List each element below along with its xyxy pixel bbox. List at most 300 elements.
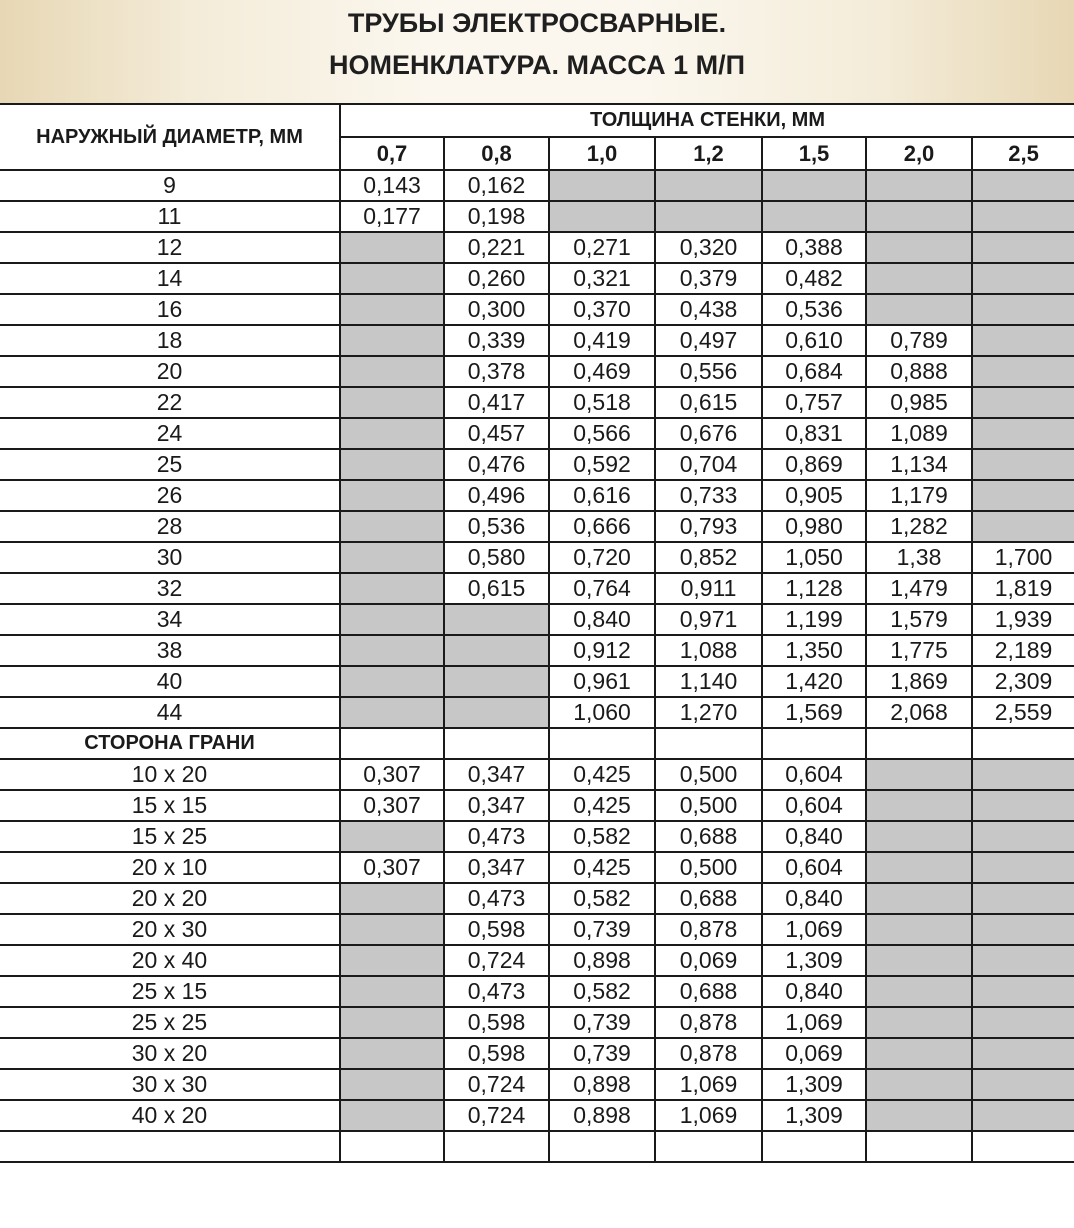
mass-value-cell: 0,666 [549, 511, 655, 542]
mass-value-cell: 0,878 [655, 1038, 762, 1069]
mass-value-cell: 1,069 [655, 1069, 762, 1100]
mass-value-cell: 1,479 [866, 573, 972, 604]
empty-cell [866, 852, 972, 883]
empty-cell [972, 790, 1074, 821]
column-header-thickness: 1,5 [762, 137, 866, 170]
table-row [0, 325, 1074, 356]
mass-value-cell: 0,684 [762, 356, 866, 387]
mass-value-cell: 0,598 [444, 914, 549, 945]
row-label: 9 [0, 170, 340, 201]
mass-value-cell: 0,500 [655, 852, 762, 883]
empty-cell [866, 232, 972, 263]
empty-cell [340, 976, 444, 1007]
mass-value-cell: 0,307 [340, 759, 444, 790]
empty-cell [866, 790, 972, 821]
table-row [0, 1007, 1074, 1038]
empty-cell [972, 480, 1074, 511]
mass-value-cell: 1,089 [866, 418, 972, 449]
mass-value-cell: 1,060 [549, 697, 655, 728]
empty-cell [972, 821, 1074, 852]
mass-value-cell: 0,724 [444, 945, 549, 976]
mass-value-cell: 0,888 [866, 356, 972, 387]
mass-value-cell: 1,939 [972, 604, 1074, 635]
page-title-line2: НОМЕНКЛАТУРА. МАССА 1 М/П [328, 50, 746, 80]
table-row [0, 1100, 1074, 1131]
table-row [0, 852, 1074, 883]
table-row [0, 263, 1074, 294]
mass-value-cell: 0,724 [444, 1100, 549, 1131]
mass-value-cell: 1,270 [655, 697, 762, 728]
table-row [0, 914, 1074, 945]
empty-cell [866, 1069, 972, 1100]
row-label: 20 x 30 [0, 914, 340, 945]
mass-value-cell: 0,300 [444, 294, 549, 325]
mass-value-cell: 1,38 [866, 542, 972, 573]
empty-cell [972, 945, 1074, 976]
mass-value-cell: 0,898 [549, 1100, 655, 1131]
table-row [0, 232, 1074, 263]
blank-cell [866, 1131, 972, 1162]
empty-cell [972, 852, 1074, 883]
mass-value-cell: 0,379 [655, 263, 762, 294]
mass-value-cell: 1,869 [866, 666, 972, 697]
mass-value-cell: 0,438 [655, 294, 762, 325]
empty-cell [340, 666, 444, 697]
column-header-thickness: 1,2 [655, 137, 762, 170]
table-row [0, 604, 1074, 635]
mass-value-cell: 0,198 [444, 201, 549, 232]
row-label: 16 [0, 294, 340, 325]
mass-value-cell: 1,179 [866, 480, 972, 511]
row-label: 25 [0, 449, 340, 480]
row-label: 28 [0, 511, 340, 542]
row-label: 22 [0, 387, 340, 418]
blank-cell [340, 728, 444, 759]
mass-value-cell: 0,425 [549, 790, 655, 821]
mass-value-cell: 0,566 [549, 418, 655, 449]
mass-value-cell: 0,580 [444, 542, 549, 573]
table-row [0, 170, 1074, 201]
row-label: 30 x 20 [0, 1038, 340, 1069]
empty-cell [444, 635, 549, 666]
mass-value-cell: 0,840 [549, 604, 655, 635]
mass-value-cell: 0,898 [549, 945, 655, 976]
empty-cell [340, 697, 444, 728]
mass-value-cell: 0,905 [762, 480, 866, 511]
mass-value-cell: 0,961 [549, 666, 655, 697]
mass-value-cell: 0,688 [655, 976, 762, 1007]
row-label: 32 [0, 573, 340, 604]
column-header-thickness: 2,5 [972, 137, 1074, 170]
column-header-thickness: 0,8 [444, 137, 549, 170]
blank-cell [0, 1131, 340, 1162]
mass-value-cell: 1,775 [866, 635, 972, 666]
mass-value-cell: 0,598 [444, 1038, 549, 1069]
mass-value-cell: 0,878 [655, 914, 762, 945]
empty-cell [340, 1069, 444, 1100]
mass-value-cell: 0,912 [549, 635, 655, 666]
mass-value-cell: 0,688 [655, 821, 762, 852]
empty-cell [340, 418, 444, 449]
mass-value-cell: 0,500 [655, 759, 762, 790]
mass-value-cell: 0,739 [549, 1007, 655, 1038]
table-row [0, 387, 1074, 418]
empty-cell [972, 1007, 1074, 1038]
blank-cell [762, 1131, 866, 1162]
mass-value-cell: 2,068 [866, 697, 972, 728]
mass-value-cell: 0,177 [340, 201, 444, 232]
blank-cell [340, 1131, 444, 1162]
mass-value-cell: 0,320 [655, 232, 762, 263]
mass-value-cell: 1,700 [972, 542, 1074, 573]
mass-value-cell: 0,388 [762, 232, 866, 263]
table-row [0, 697, 1074, 728]
mass-value-cell: 0,260 [444, 263, 549, 294]
mass-value-cell: 0,307 [340, 790, 444, 821]
empty-cell [340, 294, 444, 325]
mass-value-cell: 0,615 [655, 387, 762, 418]
mass-value-cell: 0,582 [549, 821, 655, 852]
mass-value-cell: 0,473 [444, 883, 549, 914]
mass-value-cell: 0,840 [762, 821, 866, 852]
table-row [0, 790, 1074, 821]
row-label: 30 [0, 542, 340, 573]
mass-value-cell: 0,764 [549, 573, 655, 604]
row-label: 38 [0, 635, 340, 666]
mass-value-cell: 0,604 [762, 790, 866, 821]
table-row [0, 542, 1074, 573]
mass-value-cell: 0,556 [655, 356, 762, 387]
empty-cell [866, 914, 972, 945]
mass-value-cell: 0,704 [655, 449, 762, 480]
mass-value-cell: 0,789 [866, 325, 972, 356]
mass-value-cell: 0,419 [549, 325, 655, 356]
mass-value-cell: 1,050 [762, 542, 866, 573]
empty-cell [972, 356, 1074, 387]
empty-cell [866, 945, 972, 976]
mass-value-cell: 1,819 [972, 573, 1074, 604]
empty-cell [340, 1007, 444, 1038]
mass-value-cell: 1,199 [762, 604, 866, 635]
row-label: 14 [0, 263, 340, 294]
page-title-line1: ТРУБЫ ЭЛЕКТРОСВАРНЫЕ. [347, 8, 727, 38]
mass-value-cell: 1,569 [762, 697, 866, 728]
empty-cell [972, 883, 1074, 914]
mass-value-cell: 0,378 [444, 356, 549, 387]
mass-value-cell: 1,309 [762, 945, 866, 976]
empty-cell [762, 201, 866, 232]
table-row [0, 1038, 1074, 1069]
mass-value-cell: 0,739 [549, 914, 655, 945]
blank-cell [866, 728, 972, 759]
blank-cell [762, 728, 866, 759]
mass-value-cell: 1,140 [655, 666, 762, 697]
mass-value-cell: 0,852 [655, 542, 762, 573]
row-label: 20 [0, 356, 340, 387]
mass-value-cell: 0,518 [549, 387, 655, 418]
mass-value-cell: 1,282 [866, 511, 972, 542]
mass-value-cell: 1,069 [655, 1100, 762, 1131]
mass-value-cell: 0,469 [549, 356, 655, 387]
empty-cell [340, 945, 444, 976]
mass-value-cell: 0,339 [444, 325, 549, 356]
mass-value-cell: 0,615 [444, 573, 549, 604]
empty-cell [340, 325, 444, 356]
table-row [0, 418, 1074, 449]
mass-value-cell: 0,582 [549, 976, 655, 1007]
mass-value-cell: 0,347 [444, 759, 549, 790]
mass-value-cell: 0,370 [549, 294, 655, 325]
empty-cell [972, 418, 1074, 449]
table-row [0, 976, 1074, 1007]
empty-cell [972, 759, 1074, 790]
mass-value-cell: 1,069 [762, 914, 866, 945]
row-label: 40 [0, 666, 340, 697]
mass-value-cell: 2,309 [972, 666, 1074, 697]
mass-value-cell: 0,831 [762, 418, 866, 449]
row-label: 15 x 15 [0, 790, 340, 821]
thickness-header: ТОЛЩИНА СТЕНКИ, ММ [340, 104, 1074, 137]
empty-cell [340, 821, 444, 852]
empty-cell [340, 449, 444, 480]
empty-cell [866, 294, 972, 325]
mass-value-cell: 0,162 [444, 170, 549, 201]
section-label-side: СТОРОНА ГРАНИ [0, 728, 340, 759]
pipe-mass-table [0, 103, 1074, 1163]
mass-value-cell: 0,417 [444, 387, 549, 418]
mass-value-cell: 0,733 [655, 480, 762, 511]
section-row [0, 728, 1074, 759]
empty-cell [340, 511, 444, 542]
row-label: 44 [0, 697, 340, 728]
empty-cell [972, 976, 1074, 1007]
empty-cell [444, 666, 549, 697]
mass-value-cell: 0,724 [444, 1069, 549, 1100]
empty-cell [972, 511, 1074, 542]
mass-value-cell: 1,309 [762, 1100, 866, 1131]
mass-value-cell: 1,309 [762, 1069, 866, 1100]
empty-cell [972, 1100, 1074, 1131]
column-header-thickness: 1,0 [549, 137, 655, 170]
blank-cell [549, 728, 655, 759]
mass-value-cell: 1,069 [762, 1007, 866, 1038]
blank-cell [972, 1131, 1074, 1162]
row-label: 10 x 20 [0, 759, 340, 790]
empty-cell [866, 976, 972, 1007]
row-label: 20 x 40 [0, 945, 340, 976]
blank-cell [972, 728, 1074, 759]
mass-value-cell: 0,069 [655, 945, 762, 976]
empty-cell [972, 1069, 1074, 1100]
row-label: 18 [0, 325, 340, 356]
empty-cell [340, 604, 444, 635]
mass-value-cell: 0,676 [655, 418, 762, 449]
mass-value-cell: 1,128 [762, 573, 866, 604]
empty-cell [340, 232, 444, 263]
empty-cell [972, 170, 1074, 201]
table-row [0, 666, 1074, 697]
mass-value-cell: 1,579 [866, 604, 972, 635]
mass-value-cell: 0,069 [762, 1038, 866, 1069]
mass-value-cell: 0,898 [549, 1069, 655, 1100]
table-row [0, 759, 1074, 790]
blank-cell [444, 728, 549, 759]
empty-cell [866, 1100, 972, 1131]
empty-cell [866, 821, 972, 852]
empty-cell [866, 1007, 972, 1038]
row-label: 40 x 20 [0, 1100, 340, 1131]
row-label: 34 [0, 604, 340, 635]
empty-cell [340, 573, 444, 604]
column-header-thickness: 0,7 [340, 137, 444, 170]
empty-cell [340, 635, 444, 666]
empty-cell [866, 759, 972, 790]
empty-cell [972, 201, 1074, 232]
empty-cell [655, 170, 762, 201]
mass-value-cell: 1,134 [866, 449, 972, 480]
mass-value-cell: 0,500 [655, 790, 762, 821]
mass-value-cell: 0,221 [444, 232, 549, 263]
table-row [0, 821, 1074, 852]
mass-value-cell: 0,971 [655, 604, 762, 635]
empty-cell [866, 201, 972, 232]
table-row [0, 945, 1074, 976]
table-row [0, 449, 1074, 480]
mass-value-cell: 0,476 [444, 449, 549, 480]
mass-value-cell: 0,425 [549, 852, 655, 883]
row-label: 30 x 30 [0, 1069, 340, 1100]
empty-cell [972, 325, 1074, 356]
empty-cell [866, 883, 972, 914]
table-row [0, 635, 1074, 666]
empty-cell [340, 914, 444, 945]
mass-value-cell: 1,420 [762, 666, 866, 697]
mass-value-cell: 0,688 [655, 883, 762, 914]
empty-cell [340, 1100, 444, 1131]
mass-value-cell: 0,536 [444, 511, 549, 542]
empty-cell [866, 170, 972, 201]
mass-value-cell: 0,536 [762, 294, 866, 325]
table-row [0, 511, 1074, 542]
mass-value-cell: 0,347 [444, 852, 549, 883]
mass-value-cell: 0,473 [444, 821, 549, 852]
mass-value-cell: 1,088 [655, 635, 762, 666]
empty-cell [972, 294, 1074, 325]
empty-cell [444, 697, 549, 728]
empty-cell [340, 542, 444, 573]
mass-value-cell: 0,425 [549, 759, 655, 790]
mass-value-cell: 0,840 [762, 976, 866, 1007]
mass-value-cell: 0,757 [762, 387, 866, 418]
row-label: 15 x 25 [0, 821, 340, 852]
mass-value-cell: 0,497 [655, 325, 762, 356]
blank-cell [444, 1131, 549, 1162]
row-header-outer-diameter: НАРУЖНЫЙ ДИАМЕТР, ММ [0, 104, 340, 170]
empty-cell [340, 387, 444, 418]
mass-value-cell: 0,598 [444, 1007, 549, 1038]
empty-cell [340, 1038, 444, 1069]
blank-cell [549, 1131, 655, 1162]
mass-value-cell: 0,143 [340, 170, 444, 201]
empty-cell [549, 170, 655, 201]
mass-value-cell: 0,840 [762, 883, 866, 914]
blank-cell [655, 1131, 762, 1162]
table-row [0, 201, 1074, 232]
mass-value-cell: 0,911 [655, 573, 762, 604]
row-label: 26 [0, 480, 340, 511]
mass-value-cell: 0,604 [762, 759, 866, 790]
empty-cell [549, 201, 655, 232]
mass-value-cell: 0,496 [444, 480, 549, 511]
table-row [0, 573, 1074, 604]
mass-value-cell: 0,739 [549, 1038, 655, 1069]
empty-cell [866, 263, 972, 294]
empty-cell [655, 201, 762, 232]
mass-value-cell: 0,473 [444, 976, 549, 1007]
empty-cell [762, 170, 866, 201]
mass-value-cell: 2,559 [972, 697, 1074, 728]
mass-value-cell: 0,720 [549, 542, 655, 573]
row-label: 20 x 20 [0, 883, 340, 914]
row-label: 11 [0, 201, 340, 232]
mass-value-cell: 0,271 [549, 232, 655, 263]
empty-cell [340, 263, 444, 294]
row-label: 24 [0, 418, 340, 449]
mass-value-cell: 0,457 [444, 418, 549, 449]
empty-cell [340, 883, 444, 914]
mass-value-cell: 0,592 [549, 449, 655, 480]
mass-value-cell: 0,347 [444, 790, 549, 821]
empty-cell [972, 232, 1074, 263]
row-label: 25 x 15 [0, 976, 340, 1007]
mass-value-cell: 0,610 [762, 325, 866, 356]
empty-cell [972, 1038, 1074, 1069]
mass-value-cell: 0,878 [655, 1007, 762, 1038]
empty-cell [340, 356, 444, 387]
mass-value-cell: 0,616 [549, 480, 655, 511]
table-row [0, 480, 1074, 511]
blank-cell [655, 728, 762, 759]
empty-cell [444, 604, 549, 635]
mass-value-cell: 0,793 [655, 511, 762, 542]
mass-value-cell: 0,980 [762, 511, 866, 542]
empty-cell [340, 480, 444, 511]
empty-cell [972, 387, 1074, 418]
blank-row [0, 1131, 1074, 1162]
mass-value-cell: 0,869 [762, 449, 866, 480]
empty-cell [972, 263, 1074, 294]
mass-value-cell: 0,604 [762, 852, 866, 883]
empty-cell [972, 449, 1074, 480]
row-label: 20 x 10 [0, 852, 340, 883]
mass-value-cell: 2,189 [972, 635, 1074, 666]
column-header-thickness: 2,0 [866, 137, 972, 170]
table-row [0, 356, 1074, 387]
mass-value-cell: 1,350 [762, 635, 866, 666]
mass-value-cell: 0,321 [549, 263, 655, 294]
mass-value-cell: 0,582 [549, 883, 655, 914]
table-row [0, 294, 1074, 325]
table-row [0, 1069, 1074, 1100]
empty-cell [972, 914, 1074, 945]
table-row [0, 883, 1074, 914]
mass-value-cell: 0,307 [340, 852, 444, 883]
row-label: 25 x 25 [0, 1007, 340, 1038]
row-label: 12 [0, 232, 340, 263]
mass-value-cell: 0,985 [866, 387, 972, 418]
empty-cell [866, 1038, 972, 1069]
mass-value-cell: 0,482 [762, 263, 866, 294]
